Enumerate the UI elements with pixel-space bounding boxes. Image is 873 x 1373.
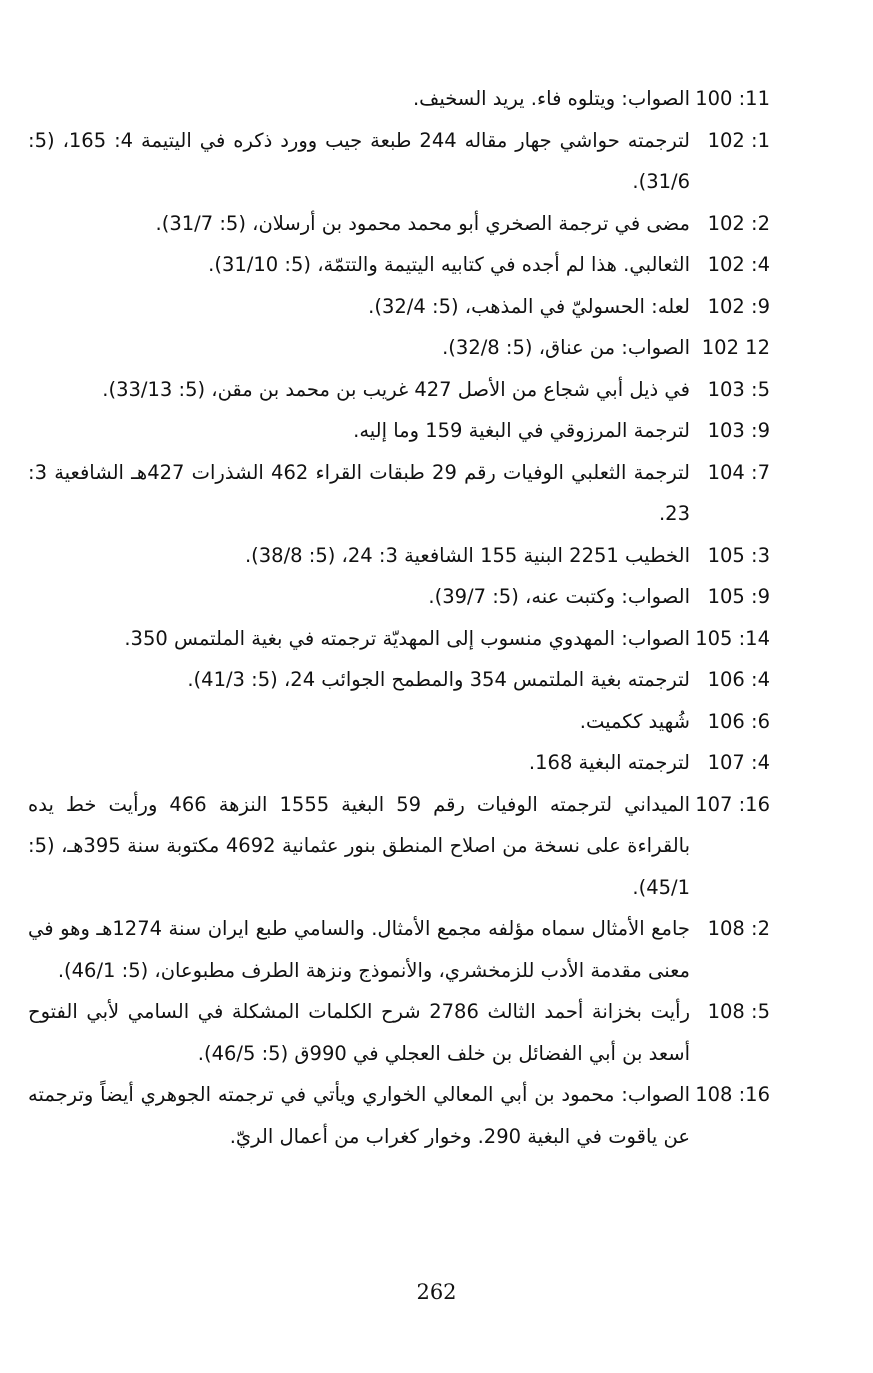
correction-entry: [28, 535, 770, 577]
entry-reference: 104 :7: [707, 460, 770, 484]
correction-entry: [28, 659, 770, 701]
entry-text: الصواب: المهدوي منسوب إلى المهديّة ترجمته في بغية الملتمس 350.: [124, 626, 690, 650]
correction-entry: [28, 576, 770, 618]
entry-reference: 105 :3: [707, 543, 770, 567]
entry-reference: 102 :1: [707, 128, 770, 152]
entry-reference: 105 :9: [707, 585, 770, 608]
correction-entry: [28, 701, 770, 743]
correction-entry: [28, 452, 770, 535]
entry-reference: 107 :16: [695, 792, 770, 816]
entry-text: مضى في ترجمة الصخري أبو محمد محمود بن أرسلان، (5: 31/7).: [155, 211, 690, 235]
entry-reference: 103 :5: [707, 377, 770, 401]
correction-entry: [28, 991, 770, 1074]
entry-text: الصواب: وكتبت عنه، (5: 39/7).: [428, 585, 690, 608]
entry-reference: 100 :11: [695, 87, 770, 110]
correction-entry: [28, 327, 770, 369]
entry-text: الصواب: من عناق، (5: 32/8).: [442, 336, 690, 359]
entry-reference: 108 :5: [707, 1000, 770, 1023]
page-number: 262: [416, 1280, 457, 1304]
correction-entry: [28, 742, 770, 784]
entry-reference: 108 :16: [695, 1083, 770, 1106]
entry-text: لترجمته حواشي جهار مقاله 244 طبعة جيب وورد ذكره في اليتيمة 4: 165، (5: 31/6).: [28, 128, 690, 193]
correction-entry: [28, 618, 770, 660]
entry-text: شُهيد ككميت.: [579, 709, 690, 733]
entry-text: لعله: الحسوليّ في المذهب، (5: 32/4).: [368, 294, 690, 318]
entry-text: لترجمته البغية 168.: [528, 751, 690, 774]
entry-reference: 106 :6: [707, 709, 770, 733]
entry-text: لترجمة الثعلبي الوفيات رقم 29 طبقات القراء 462 الشذرات 427هـ الشافعية 3: 23.: [28, 460, 690, 525]
entry-text: جامع الأمثال سماه مؤلفه مجمع الأمثال. والسامي طبع ايران سنة 1274هـ وهو في معنى مقدمة الأدب للزمخشري، والأنموذج ونزهة الطرف مطبوعان، (5: 46/1).: [28, 917, 690, 982]
correction-entry: [28, 286, 770, 328]
correction-entry: [28, 369, 770, 411]
correction-entry: [28, 120, 770, 203]
entry-reference: 106 :4: [707, 668, 770, 691]
corrections-list: [28, 78, 770, 1157]
entry-reference: 107 :4: [707, 751, 770, 774]
entry-reference: 102 12: [701, 336, 770, 359]
correction-entry: [28, 1074, 770, 1157]
entry-reference: 102 :2: [707, 211, 770, 235]
entry-text: في ذيل أبي شجاع من الأصل 427 غريب بن محمد بن مقن، (5: 33/13).: [102, 377, 690, 401]
correction-entry: [28, 203, 770, 245]
entry-text: الصواب: محمود بن أبي المعالي الخواري ويأتي في ترجمته الجوهري أيضاً وترجمته عن ياقوت في البغية 290. وخوار كغراب من أعمال الريّ.: [28, 1083, 690, 1148]
correction-entry: [28, 78, 770, 120]
entry-text: الصواب: ويتلوه فاء. يريد السخيف.: [412, 87, 690, 110]
entry-reference: 108 :2: [707, 917, 770, 940]
entry-text: لترجمته بغية الملتمس 354 والمطمح الجوائب 24، (5: 41/3).: [187, 668, 690, 691]
correction-entry: [28, 410, 770, 452]
correction-entry: [28, 244, 770, 286]
entry-text: لترجمة المرزوقي في البغية 159 وما إليه.: [353, 419, 690, 442]
entry-text: الميداني لترجمته الوفيات رقم 59 البغية 1555 النزهة 466 ورأيت خط يده بالقراءة على نسخة من اصلاح المنطق بنور عثمانية 4692 مكتوبة سنة 395هـ، (5: 45/1).: [28, 792, 691, 899]
entry-reference: 102 :4: [707, 253, 770, 276]
entry-reference: 103 :9: [707, 419, 770, 442]
correction-entry: [28, 784, 770, 909]
correction-entry: [28, 908, 770, 991]
entry-reference: 102 :9: [707, 294, 770, 318]
entry-text: رأيت بخزانة أحمد الثالث 2786 شرح الكلمات المشكلة في السامي لأبي الفتوح أسعد بن أبي الفضائل بن خلف العجلي في 990ق (5: 46/5).: [28, 1000, 690, 1065]
entry-text: الثعالبي. هذا لم أجده في كتابيه اليتيمة والتتمّة، (5: 31/10).: [208, 253, 690, 276]
entry-reference: 105 :14: [695, 626, 770, 650]
entry-text: الخطيب 2251 البنية 155 الشافعية 3: 24، (5: 38/8).: [244, 543, 690, 567]
